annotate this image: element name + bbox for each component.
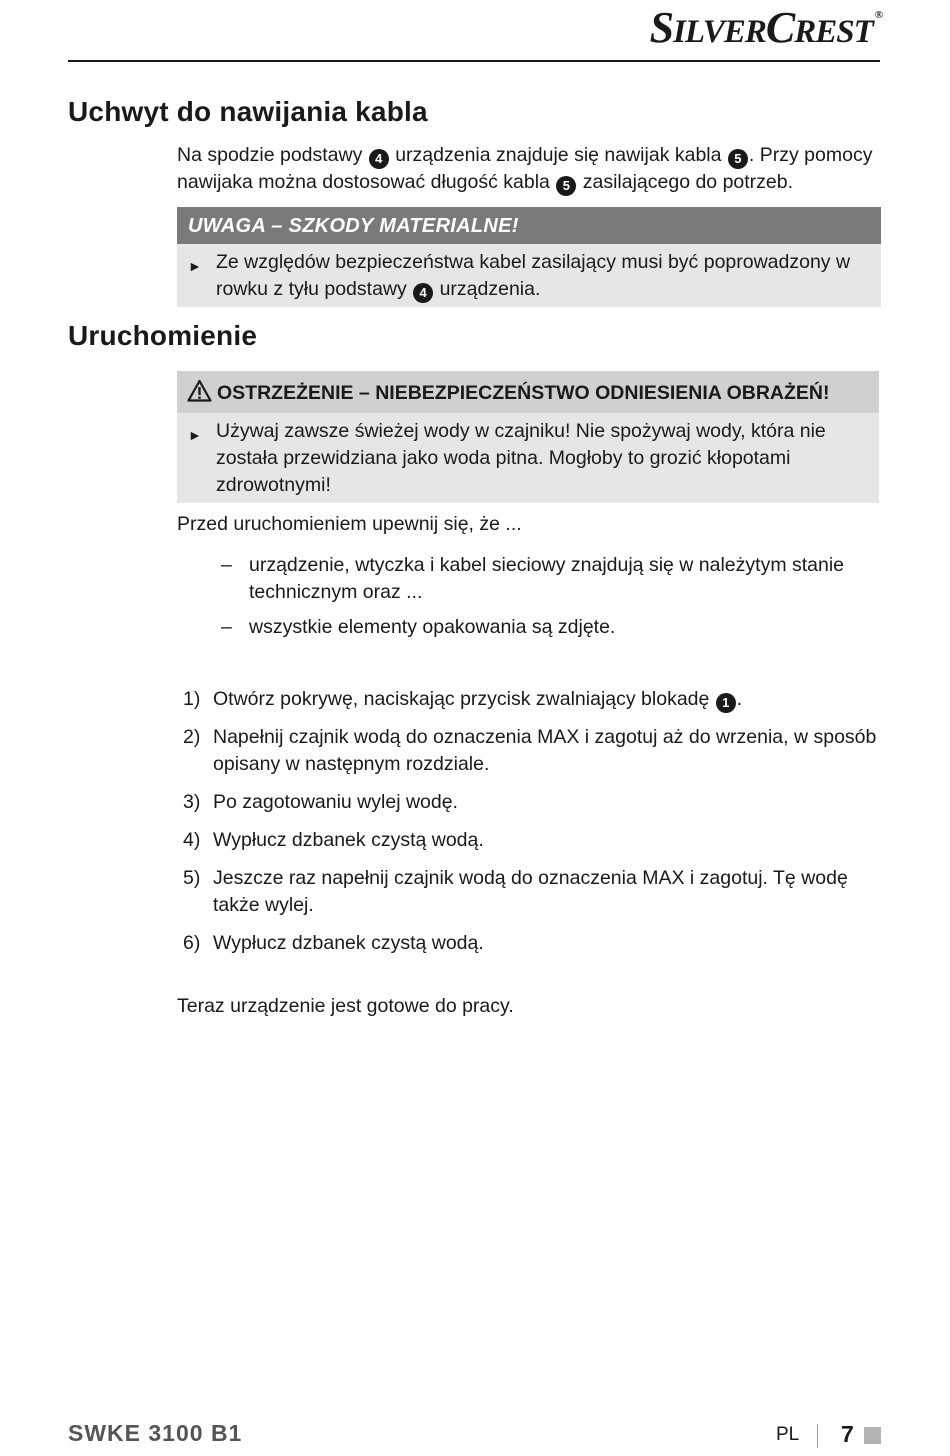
ref-badge: 5	[728, 149, 748, 169]
section-title-cable-holder: Uchwyt do nawijania kabla	[68, 96, 428, 127]
warning-triangle-icon	[187, 374, 212, 418]
startup-steps	[177, 686, 877, 968]
list-item: – urządzenie, wtyczka i kabel sieciowy znajdują się w należytym stanie technicznym oraz ...	[221, 554, 845, 603]
list-item: – wszystkie elementy opakowania są zdjęte.	[221, 616, 616, 638]
closing-note: Teraz urządzenie jest gotowe do pracy.	[177, 995, 514, 1017]
list-item: 5) Jeszcze raz napełnij czajnik wodą do oznaczenia MAX i zagotuj. Tę wodę także wylej.	[183, 867, 848, 916]
caution-heading: UWAGA – SZKODY MATERIALNE!	[177, 207, 881, 244]
warning-box	[177, 371, 879, 503]
list-item: 2) Napełnij czajnik wodą do oznaczenia MAX i zagotuj aż do wrzenia, w sposób opisany w następnym rozdziale.	[183, 726, 877, 775]
ref-badge: 1	[716, 693, 736, 713]
ref-badge: 4	[413, 283, 433, 303]
bullet-arrow-icon: ►	[188, 427, 202, 443]
ref-badge: 5	[556, 176, 576, 196]
footer-language: PL	[776, 1424, 800, 1445]
page-marker-square	[864, 1427, 881, 1444]
header-rule	[68, 60, 880, 62]
section-title-startup: Uruchomienie	[68, 320, 258, 351]
caution-body: ► Ze względów bezpieczeństwa kabel zasilający musi być poprowadzony w rowku z tyłu podstawy 4 urządzenia.	[177, 244, 881, 307]
list-item: 1) Otwórz pokrywę, naciskając przycisk zwalniający blokadę 1 .	[177, 686, 877, 713]
list-item: 4) Wypłucz dzbanek czystą wodą.	[183, 829, 484, 851]
page-number: 7	[841, 1421, 854, 1447]
warning-body: ► Używaj zawsze świeżej wody w czajniku! Nie spożywaj wody, która nie została przewidziana jako woda pitna. Mogłoby to grozić kłopotami zdrowotnymi!	[188, 420, 826, 496]
caution-box	[177, 207, 881, 307]
ref-badge: 4	[369, 149, 389, 169]
warning-heading: OSTRZEŻENIE – NIEBEZPIECZEŃSTWO ODNIESIENIA OBRAŻEŃ!	[177, 371, 879, 413]
bullet-arrow-icon: ►	[188, 258, 202, 274]
list-item: 3) Po zagotowaniu wylej wodę.	[183, 791, 458, 813]
cable-holder-paragraph: Na spodzie podstawy 4 urządzenia znajduje się nawijak kabla 5 . Przy pomocy nawijaka można dostosować długość kabla 5 zasilającego do potrzeb.	[177, 142, 887, 196]
precheck-list	[177, 552, 877, 649]
checklist-intro: Przed uruchomieniem upewnij się, że ...	[177, 513, 522, 535]
footer-model: SWKE 3100 B1	[68, 1420, 243, 1446]
footer-divider	[817, 1424, 818, 1448]
brand-logo: SILVERCREST ®	[649, 3, 882, 52]
list-item: 6) Wypłucz dzbanek czystą wodą.	[183, 932, 484, 954]
